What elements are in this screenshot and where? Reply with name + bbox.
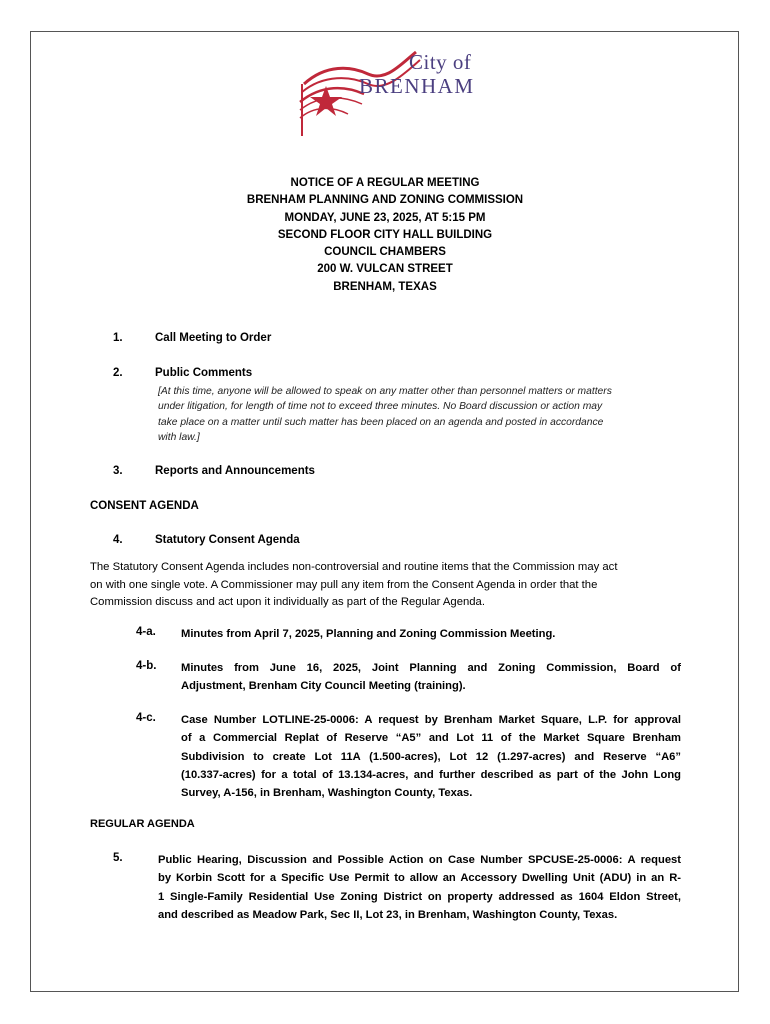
item-5-line: 1 Single-Family Residential Use Zoning District on property addressed as 1604 Eldon Street, bbox=[158, 890, 681, 903]
para-line: The Statutory Consent Agenda includes non-controversial and routine items that the Commission may act bbox=[90, 561, 618, 573]
item-3-number: 3. bbox=[113, 465, 123, 477]
item-4a-line: Minutes from April 7, 2025, Planning and Zoning Commission Meeting. bbox=[181, 628, 556, 640]
item-4b-text bbox=[181, 659, 681, 696]
header-line: BRENHAM PLANNING AND ZONING COMMISSION bbox=[246, 194, 524, 207]
item-4c-line: (10.337-acres) for a total of 13.134-acres, and further described as part of the John Long bbox=[181, 768, 681, 781]
consent-agenda-heading: CONSENT AGENDA bbox=[90, 500, 199, 512]
item-5-line: Public Hearing, Discussion and Possible Action on Case Number SPCUSE-25-0006: A request bbox=[158, 854, 681, 866]
note-line: under litigation, for length of time not to exceed three minutes. No Board discussion or action may bbox=[158, 401, 603, 413]
note-line: with law.] bbox=[158, 432, 200, 444]
item-5-text bbox=[158, 851, 681, 924]
item-4-number: 4. bbox=[113, 534, 123, 546]
item-4c-line: of a Commercial Replat of Reserve “A5” and Lot 11 of the Market Square Brenham bbox=[181, 732, 681, 745]
item-4c-text bbox=[181, 711, 681, 802]
para-line: Commission discuss and act upon it individually as part of the Regular Agenda. bbox=[90, 596, 485, 608]
header-line: 200 W. VULCAN STREET bbox=[317, 263, 453, 276]
item-1-title: Call Meeting to Order bbox=[155, 332, 272, 344]
public-comments-note bbox=[158, 384, 678, 446]
item-3-title: Reports and Announcements bbox=[155, 465, 315, 477]
item-4c-number: 4-c. bbox=[136, 712, 156, 724]
item-4-title: Statutory Consent Agenda bbox=[155, 534, 300, 546]
logo-city-of-text: City of bbox=[409, 50, 472, 74]
item-4c-line: Survey, A-156, in Brenham, Washington County, Texas. bbox=[181, 787, 473, 800]
item-5-line: by Korbin Scott for a Specific Use Permit to allow an Accessory Dwelling Unit (ADU) in an R- bbox=[158, 872, 681, 885]
note-line: [At this time, anyone will be allowed to speak on any matter other than personnel matters or matters bbox=[158, 386, 612, 397]
item-4b-number: 4-b. bbox=[136, 660, 157, 672]
item-4c-line: Case Number LOTLINE-25-0006: A request by Brenham Market Square, L.P. for approval bbox=[181, 714, 681, 726]
meeting-notice-header bbox=[0, 175, 770, 296]
item-5-number: 5. bbox=[113, 852, 123, 864]
item-4b-line: Minutes from June 16, 2025, Joint Planning and Zoning Commission, Board of bbox=[181, 662, 681, 674]
header-line: BRENHAM, TEXAS bbox=[333, 280, 437, 293]
city-of-brenham-logo bbox=[296, 44, 476, 140]
para-line: on with one single vote. A Commissioner may pull any item from the Consent Agenda in order that the bbox=[90, 578, 598, 591]
item-4c-line: Subdivision to create Lot 11A (1.500-acres), Lot 12 (1.297-acres) and Reserve “A6” bbox=[181, 750, 681, 763]
item-1-number: 1. bbox=[113, 332, 123, 344]
item-4b-line: Adjustment, Brenham City Council Meeting (training). bbox=[181, 680, 466, 693]
item-2-title: Public Comments bbox=[155, 367, 253, 379]
logo-brenham-text: BRENHAM bbox=[359, 74, 475, 98]
header-line: NOTICE OF A REGULAR MEETING bbox=[290, 177, 480, 189]
item-4a-number: 4-a. bbox=[136, 626, 156, 638]
header-line: MONDAY, JUNE 23, 2025, AT 5:15 PM bbox=[284, 211, 486, 224]
consent-agenda-description bbox=[90, 559, 690, 612]
item-5-line: and described as Meadow Park, Sec II, Lot 23, in Brenham, Washington County, Texas. bbox=[158, 908, 618, 921]
regular-agenda-heading: REGULAR AGENDA bbox=[90, 818, 195, 830]
header-line: SECOND FLOOR CITY HALL BUILDING bbox=[277, 228, 493, 241]
note-line: take place on a matter until such matter has been placed on an agenda and posted in accordance bbox=[158, 416, 604, 428]
item-4a-text bbox=[181, 625, 681, 643]
item-2-number: 2. bbox=[113, 367, 123, 379]
header-line: COUNCIL CHAMBERS bbox=[324, 246, 446, 259]
